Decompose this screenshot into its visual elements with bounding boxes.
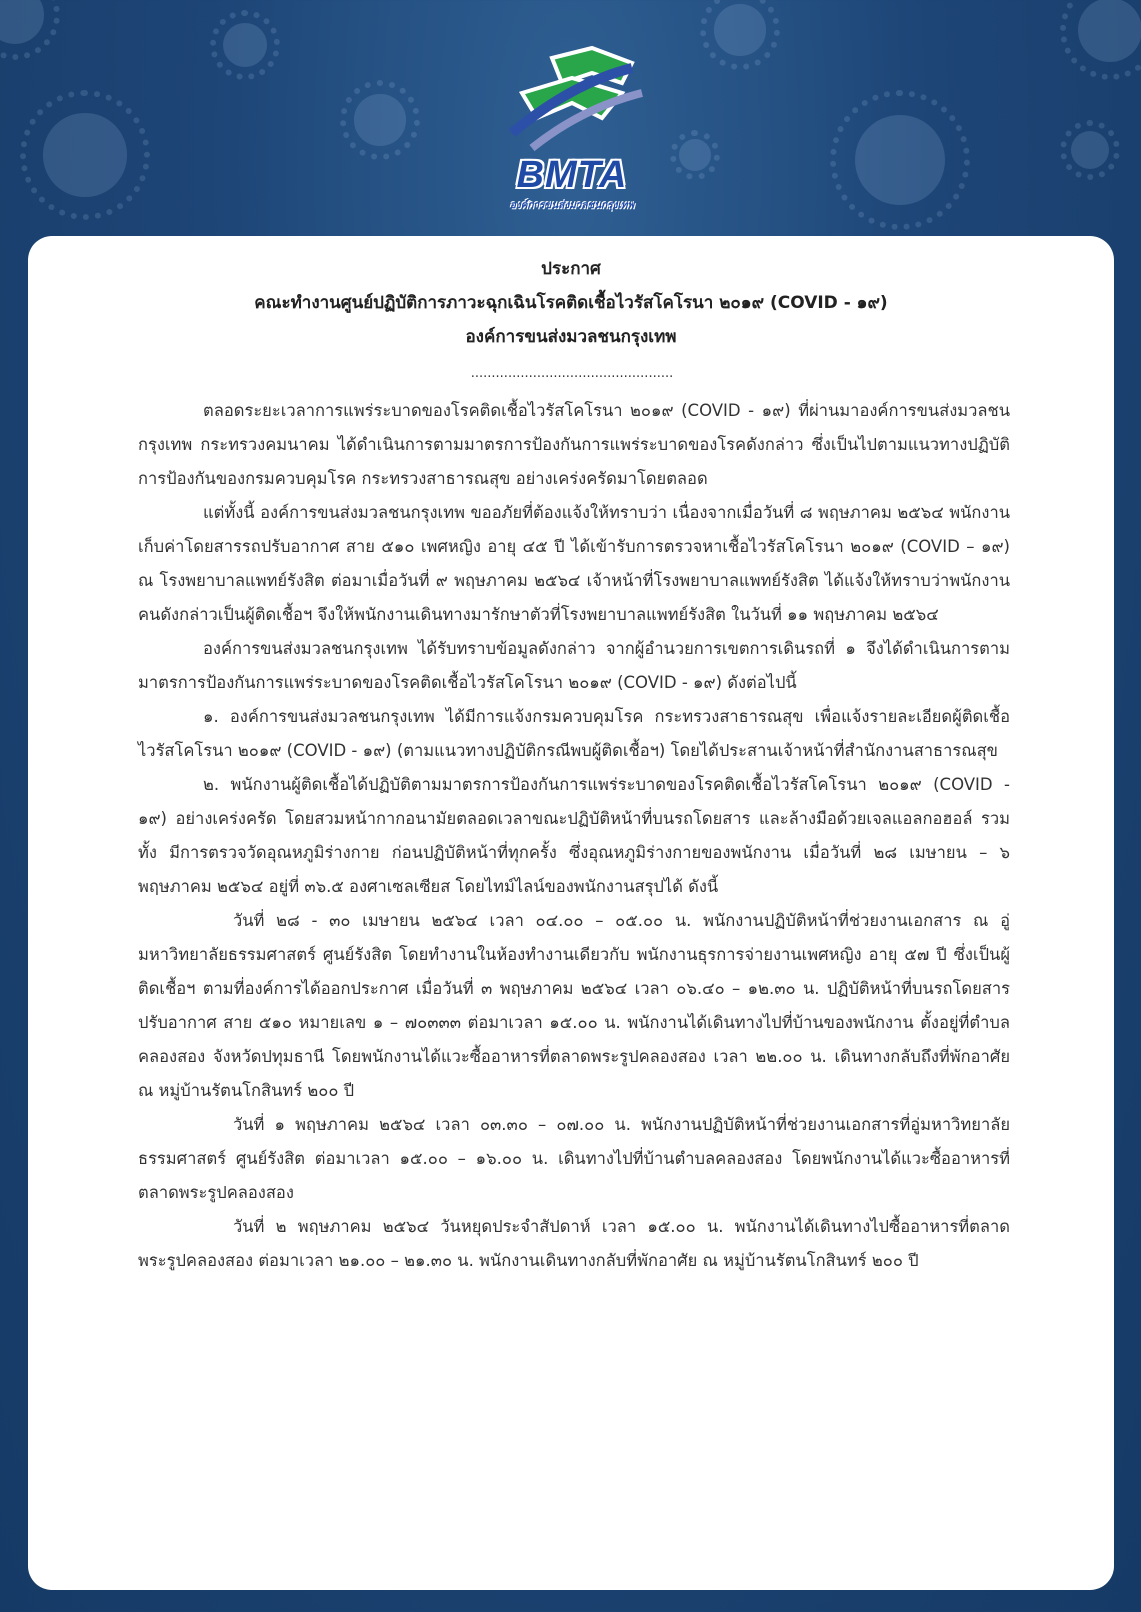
virus-decoration [210,10,280,80]
virus-decoration [20,90,150,220]
bmta-emblem-icon [482,38,662,158]
timeline-paragraph: วันที่ ๑ พฤษภาคม ๒๕๖๔ เวลา ๐๓.๓๐ – ๐๗.๐๐ น. พนักงานปฏิบัติหน้าที่ช่วยงานเอกสารที่อู่มหาวิทยาลัยธรรมศาสตร์ ศูนย์รังสิต ต่อมาเวลา ๑๕.๐๐ – ๑๖.๐๐ น. เดินทางไปที่บ้านตำบลคลองสอง โดยพนักงานได้แวะซื้ออาหารที่ตลาดพระรูปคลองสอง [138,1115,1010,1202]
paragraph: ตลอดระยะเวลาการแพร่ระบาดของโรคติดเชื้อไวรัสโคโรนา ๒๐๑๙ (COVID - ๑๙) ที่ผ่านมาองค์การขนส่งมวลชนกรุงเทพ กระทรวงคมนาคม ได้ดำเนินการตามมาตรการป้องกันการแพร่ระบาดของโรคดังกล่าว ซึ่งเป็นไปตามแนวทางปฏิบัติการป้องกันของกรมควบคุมโรค กระทรวงสาธารณสุข อย่างเคร่งครัดมาโดยตลอด [138,401,1010,488]
virus-decoration [830,90,970,230]
bmta-logo [482,38,662,218]
paragraph: ๒. พนักงานผู้ติดเชื้อได้ปฏิบัติตามมาตรการป้องกันการแพร่ระบาดของโรคติดเชื้อไวรัสโคโรนา ๒๐๑๙ (COVID - ๑๙) อย่างเคร่งครัด โดยสวมหน้ากากอนามัยตลอดเวลาขณะปฏิบัติหน้าที่บนรถโดยสาร และล้างมือด้วยเจลแอลกอฮอล์ รวมทั้ง มีการตรวจวัดอุณหภูมิร่างกาย ก่อนปฏิบัติหน้าที่ทุกครั้ง ซึ่งอุณหภูมิร่างกายของพนักงาน เมื่อวันที่ ๒๘ เมษายน – ๖ พฤษภาคม ๒๕๖๔ อยู่ที่ ๓๖.๕ องศาเซลเซียส โดยไทม์ไลน์ของพนักงานสรุปได้ ดังนี้ [138,775,1010,896]
timeline-paragraph: วันที่ ๒ พฤษภาคม ๒๕๖๔ วันหยุดประจำสัปดาห์ เวลา ๑๕.๐๐ น. พนักงานได้เดินทางไปซื้ออาหารที่ตลาดพระรูปคลองสอง ต่อมาเวลา ๒๑.๐๐ – ๒๑.๓๐ น. พนักงานเดินทางกลับที่พักอาศัย ณ หมู่บ้านรัตนโกสินทร์ ๒๐๐ ปี [138,1217,1010,1270]
virus-decoration [1060,0,1141,80]
organization-name: องค์การขนส่งมวลชนกรุงเทพ [465,327,677,347]
virus-decoration [1060,120,1120,180]
logo-subtitle: องค์การขนส่งมวลชนกรุงเทพ [509,200,635,211]
paragraph: แต่ทั้งนี้ องค์การขนส่งมวลชนกรุงเทพ ขออภัยที่ต้องแจ้งให้ทราบว่า เนื่องจากเมื่อวันที่ ๘ พฤษภาคม ๒๕๖๔ พนักงานเก็บค่าโดยสารรถปรับอากาศ สาย ๕๑๐ เพศหญิง อายุ ๔๕ ปี ได้เข้ารับการตรวจหาเชื้อไวรัสโคโรนา ๒๐๑๙ (COVID – ๑๙) ณ โรงพยาบาลแพทย์รังสิต ต่อมาเมื่อวันที่ ๙ พฤษภาคม ๒๕๖๔ เจ้าหน้าที่โรงพยาบาลแพทย์รังสิต ได้แจ้งให้ทราบว่าพนักงานคนดังกล่าวเป็นผู้ติดเชื้อฯ จึงให้พนักงานเดินทางมารักษาตัวที่โรงพยาบาลแพทย์รังสิต ในวันที่ ๑๑ พฤษภาคม ๒๕๖๔ [138,503,1010,624]
committee-title: คณะทำงานศูนย์ปฏิบัติการภาวะฉุกเฉินโรคติดเชื้อไวรัสโคโรนา ๒๐๑๙ (COVID - ๑๙) [254,293,888,313]
timeline-paragraph: วันที่ ๒๘ - ๓๐ เมษายน ๒๕๖๔ เวลา ๐๔.๐๐ – ๐๕.๐๐ น. พนักงานปฏิบัติหน้าที่ช่วยงานเอกสาร ณ อู่มหาวิทยาลัยธรรมศาสตร์ ศูนย์รังสิต โดยทำงานในห้องทำงานเดียวกับ พนักงานธุรการจ่ายงานเพศหญิง อายุ ๕๗ ปี ซึ่งเป็นผู้ติดเชื้อฯ ตามที่องค์การได้ออกประกาศ เมื่อวันที่ ๓ พฤษภาคม ๒๕๖๔ เวลา ๐๖.๔๐ – ๑๒.๓๐ น. ปฏิบัติหน้าที่บนรถโดยสารปรับอากาศ สาย ๕๑๐ หมายเลข ๑ – ๗๐๓๓๓ ต่อมาเวลา ๑๕.๐๐ น. พนักงานได้เดินทางไปที่บ้านของพนักงาน ตั้งอยู่ที่ตำบลคลองสอง จังหวัดปทุมธานี โดยพนักงานได้แวะซื้ออาหารที่ตลาดพระรูปคลองสอง เวลา ๒๒.๐๐ น. เดินทางกลับถึงที่พักอาศัย ณ หมู่บ้านรัตนโกสินทร์ ๒๐๐ ปี [138,911,1010,1100]
paragraph: ๑. องค์การขนส่งมวลชนกรุงเทพ ได้มีการแจ้งกรมควบคุมโรค กระทรวงสาธารณสุข เพื่อแจ้งรายละเอียดผู้ติดเชื้อไวรัสโคโรนา ๒๐๑๙ (COVID - ๑๙) (ตามแนวทางปฏิบัติกรณีพบผู้ติดเชื้อฯ) โดยได้ประสานเจ้าหน้าที่สำนักงานสาธารณสุข [138,707,1010,760]
virus-decoration [670,130,720,180]
logo-wordmark: BMTA [516,154,628,196]
virus-decoration [700,0,780,70]
virus-decoration [0,0,60,60]
announcement-body [138,394,1010,1278]
announcement-label: ประกาศ [541,259,601,279]
virus-decoration [340,80,420,160]
announcement-card [28,236,1114,1590]
announcement-header [28,252,1114,354]
separator-dots: ................................................. [470,366,674,381]
paragraph: องค์การขนส่งมวลชนกรุงเทพ ได้รับทราบข้อมูลดังกล่าว จากผู้อำนวยการเขตการเดินรถที่ ๑ จึงได้ดำเนินการตามมาตรการป้องกันการแพร่ระบาดของโรคติดเชื้อไวรัสโคโรนา ๒๐๑๙ (COVID - ๑๙) ดังต่อไปนี้ [138,639,1010,692]
